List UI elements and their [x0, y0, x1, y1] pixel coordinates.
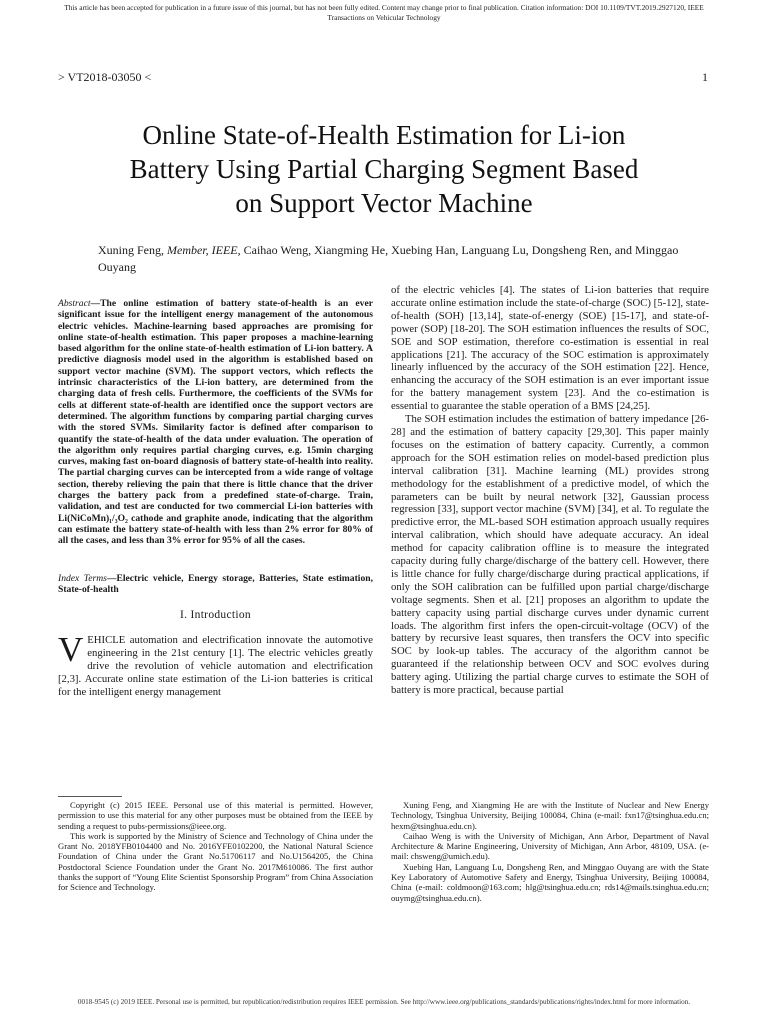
- paper-title: [60, 118, 708, 220]
- abstract: [58, 298, 373, 547]
- left-column: [58, 298, 373, 699]
- affiliation-note-3: Xuebing Han, Languang Lu, Dongsheng Ren, and Minggao Ouyang are with the State Key Laboratory of Automotive Safety and Energy, Tsinghua University, Beijing 100084, China (e-mail: coldmoon@163.com; hlg@tsinghua.edu.cn; rds14@mails.tsinghua.edu.cn; ouymg@tsinghua.edu.cn).: [391, 861, 709, 903]
- running-head: > VT2018-03050 <: [58, 70, 152, 84]
- section-heading-introduction: I. Introduction: [180, 609, 251, 622]
- intro-paragraph: [58, 630, 373, 699]
- notice-line-2: Transactions on Vehicular Technology: [327, 12, 441, 22]
- copyright-note: Copyright (c) 2015 IEEE. Personal use of this material is permitted. However, permission to use this material for any other purposes must be obtained from the IEEE by sending a request to pubs-permissions@ieee.org.: [58, 800, 373, 831]
- author-list: [98, 242, 688, 276]
- title-line-2: Battery Using Partial Charging Segment Based: [129, 154, 639, 184]
- abstract-text: —The online estimation of battery state-of-health is an ever significant issue for the intelligent energy management of the autonomous electric vehicles. Machine-learning based approaches are promising for online state-of-health estimation. This paper proposes a machine-learning based algorithm for the online state-of-health estimation of Li-ion battery. A predictive diagnosis model used in the algorithm is established based on support vector machine (SVM). The support vectors, which reflects the intrinsic characteristics of the Li-ion battery, are determined from the charging data of fresh cells. Furthermore, the coefficients of the SVMs for cells at different state-of-health are identified once the support vectors are determined. The algorithm functions by comparing partial charging curves with the stored SVMs. Similarity factor is defined after comparison to quantify the state-of-health of the data under evaluation. The operation of the algorithm only requires partial charging curves, e.g. 15min charging curves, making fast on-board diagnosis of battery state-of-health into reality. The partial charging curves can be intercepted from a wide range of voltage section, thereby relieving the pain that there is little chance that the driver charges the battery pack from a predefined state-of-charge. Train, validation, and test are conducted for two commercial Li-ion batteries with Li(NiCoMn)₁/₃O₂ cathode and graphite anode, indicating that the algorithm can estimate the battery state-of-health with less than 2% error for 80% of all the cases, and less than 3% error for 95% of all the cases.: [58, 298, 373, 547]
- footnotes-right: [391, 800, 709, 903]
- affiliation-note-1: Xuning Feng, and Xiangming He are with the Institute of Nuclear and New Energy Technology, Tsinghua University, Beijing 100084, China (e-mail: fxn17@tsinghua.edu.cn; hexm@tsinghua.edu.cn).: [391, 800, 709, 831]
- author-rest: , Caihao Weng, Xiangming He, Xuebing Han, Languang Lu, Dongsheng Ren, and Minggao Ouyang: [98, 243, 679, 274]
- drop-cap: V: [58, 630, 84, 670]
- affiliation-note-2: Caihao Weng is with the University of Michigan, Ann Arbor, Department of Naval Architecture & Marine Engineering, University of Michigan, Ann Arbor, 48109, USA. (e-mail: chsweng@umich.edu).: [391, 830, 709, 862]
- notice-line-1: This article has been accepted for publication in a future issue of this journal, but has not been fully edited. Content may change prior to final publication. Citation information: DOI 10.1109/TVT.2019.2927120, IEEE: [64, 3, 704, 12]
- abstract-label: Abstract: [58, 298, 91, 309]
- index-terms-text: —Electric vehicle, Energy storage, Batteries, State estimation, State-of-health: [58, 572, 373, 595]
- publication-notice: [20, 3, 748, 23]
- intro-text: EHICLE automation and electrification innovate the automotive engineering in the 21st century [1]. The electric vehicles greatly drive the revolution of vehicle automation and electrification [2,3]. Accurate online state estimation of the Li-ion batteries is critical for the intelligent energy management: [58, 634, 373, 698]
- page-number: 1: [702, 70, 708, 84]
- index-terms-label: Index Terms: [58, 572, 107, 584]
- author-first: Xuning Feng,: [98, 243, 167, 257]
- body-paragraph-1: of the electric vehicles [4]. The states of Li-ion batteries that require accurate online estimation include the state-of-charge (SOC) [5-12], state-of-health (SOH) [13,14], state-of-energy (SOE) [15-17], and state-of-power (SOP) [18-20]. The SOH estimation influences the results of SOC, SOE and SOP estimation, therefore co-estimation is essential in real applications [21]. The accuracy of the SOC estimation is approximately linearly influenced by the accuracy of the SOH estimation [22]. Hence, enhancing the accuracy of the SOH estimation is an ever important issue for the battery management system [23]. And the co-estimation is essential to guarantee the stable operation of a BMS [24,25].: [391, 284, 709, 413]
- author-membership: Member, IEEE: [167, 243, 238, 257]
- body-paragraph-2: The SOH estimation includes the estimation of battery impedance [26-28] and the estimation of battery capacity [29,30]. This paper mainly focuses on the estimation of battery capacity. Currently, a common approach for the SOH estimation relies on model-based prediction plus interval calibration [31]. Machine learning (ML) provides strong methodology for the establishment of a predictive model, of which the parameters can be built by neural network [32], Gaussian process regression [33], support vector machine (SVM) [34], et al. To regulate the predictive error, the ML-based SOH estimation approach usually requires interval calibration, which should have adequate accuracy. An ideal method for capacity calibration offline is to measure the integrated capacity during fully charge/discharge of the battery cell. However, there is little chance for fully charge/discharge during practical applications, if only the SOH calibration can be fulfilled upon partial charge/discharge voltage segments. Shen et al. [21] proposes an algorithm to update the battery capacity using partial discharge curves under dynamic current loads. The algorithm first infers the open-circuit-voltage (OCV) of the battery by recursive least squares, then transfers the OCV into specific SOC by look-up tables. The accuracy of the algorithm cannot be guaranteed if the relationship between OCV and SOC evolves during battery aging. Utilizing the partial charge curves to estimate the SOH of battery is more practical, because partial: [391, 413, 709, 697]
- footnotes-left: [58, 800, 373, 893]
- footnote-rule: [58, 796, 122, 797]
- index-terms: [58, 573, 373, 596]
- right-column: [391, 284, 709, 697]
- title-line-3: on Support Vector Machine: [235, 188, 533, 218]
- title-line-1: Online State-of-Health Estimation for Li-ion: [142, 120, 626, 150]
- license-footer: 0018-9545 (c) 2019 IEEE. Personal use is permitted, but republication/redistribution requires IEEE permission. See http://www.ieee.org/publications_standards/publications/rights/index.html for more information.: [77, 998, 691, 1006]
- funding-note: This work is supported by the Ministry of Science and Technology of China under the Grant No. 2018YFB0104400 and No. 2016YFE0102200, the National Natural Science Foundation of China under the Grant No.51706117 and No.U1564205, the China Postdoctoral Science Foundation under the Grant No. 2017M610086. The first author thanks the support of “Young Elite Scientist Sponsorship Program” from China Association for Science and Technology.: [58, 830, 373, 893]
